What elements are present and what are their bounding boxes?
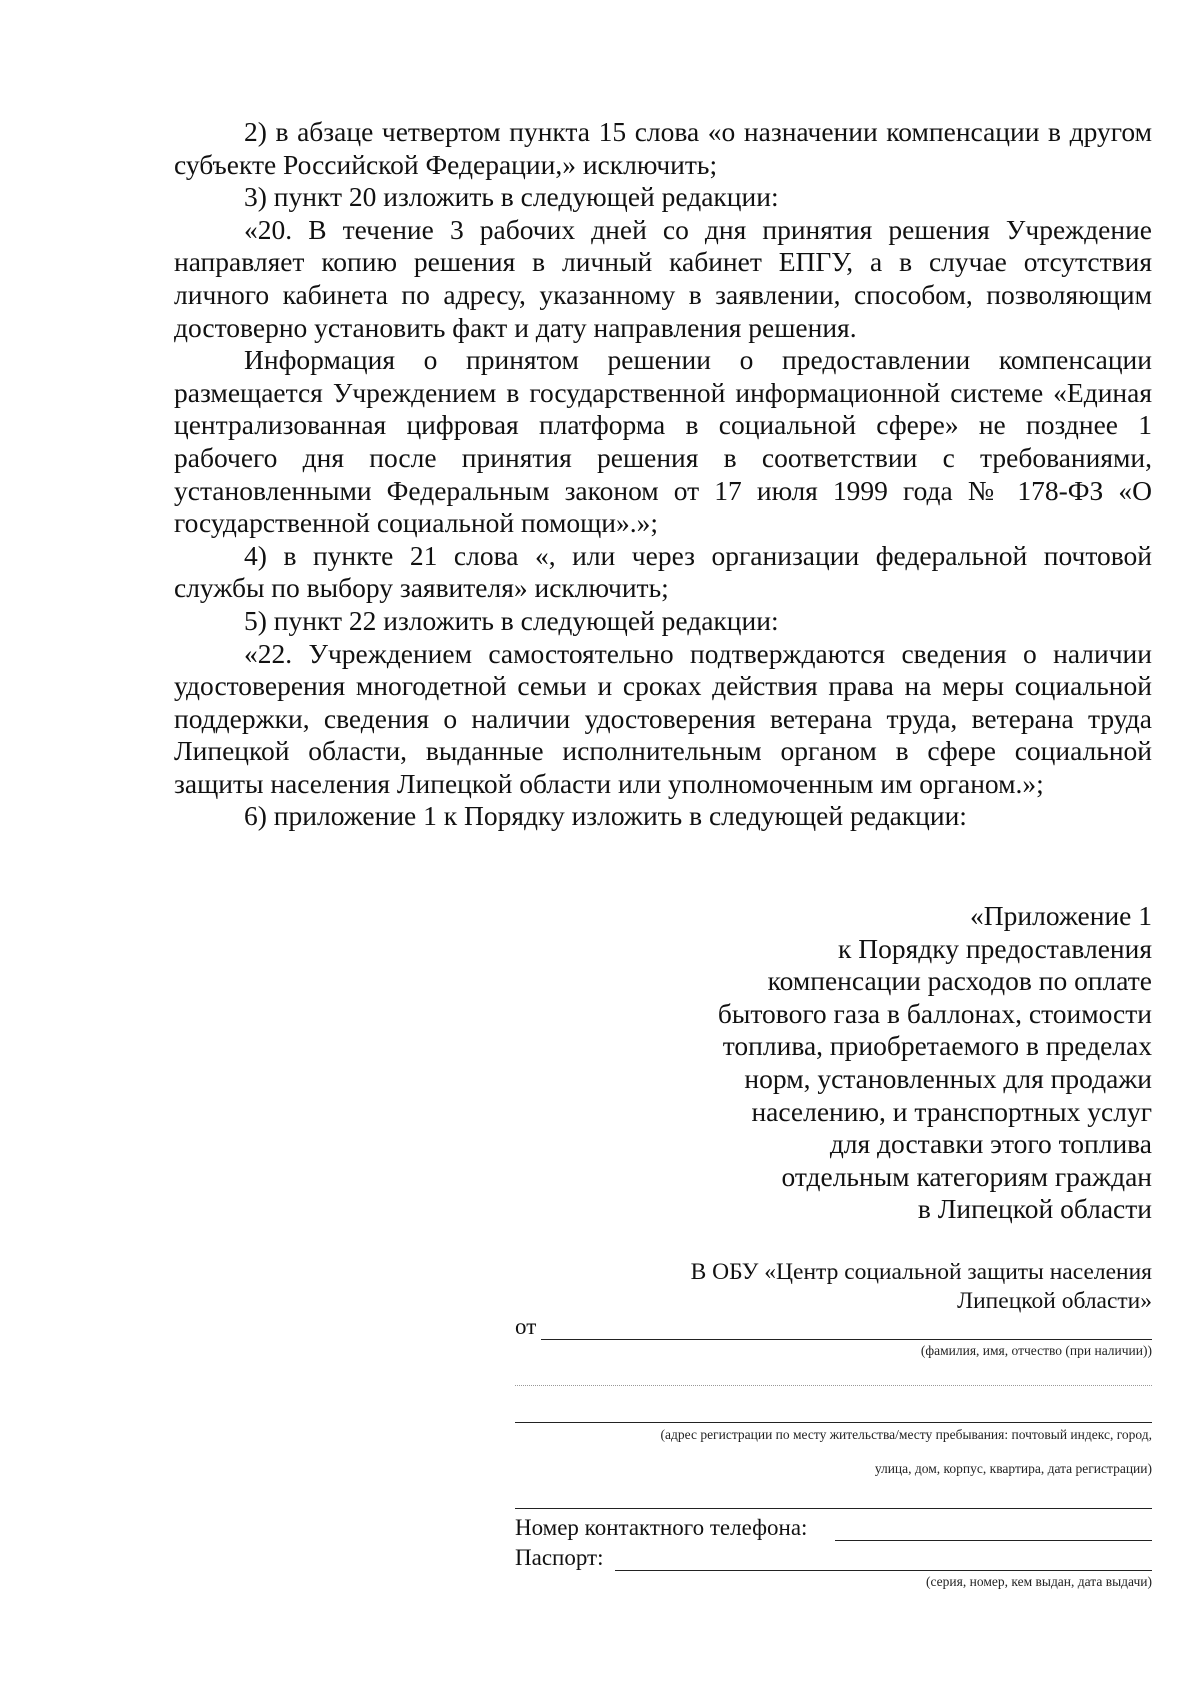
address-extra-line[interactable] — [515, 1508, 1152, 1509]
paragraph-item-6: 6) приложение 1 к Порядку изложить в следующей редакции: — [244, 800, 967, 832]
appendix-line: к Порядку предоставления — [838, 932, 1152, 964]
phone-label: Номер контактного телефона: — [515, 1515, 808, 1540]
phone-field-line[interactable] — [835, 1540, 1152, 1541]
appendix-line: бытового газа в баллонах, стоимости — [717, 997, 1152, 1029]
recipient-line-1: В ОБУ «Центр социальной защиты населения — [690, 1259, 1152, 1285]
appendix-line: в Липецкой области — [917, 1193, 1152, 1225]
appendix-line: топлива, приобретаемого в пределах — [722, 1030, 1152, 1062]
name-hint: (фамилия, имя, отчество (при наличии)) — [920, 1343, 1152, 1358]
appendix-header — [718, 900, 1152, 1226]
passport-hint: (серия, номер, кем выдан, дата выдачи) — [926, 1574, 1152, 1589]
recipient-line-2: Липецкой области» — [957, 1288, 1152, 1314]
passport-label: Паспорт: — [515, 1545, 604, 1570]
appendix-line: населению, и транспортных услуг — [751, 1095, 1152, 1127]
address-hint-1: (адрес регистрации по месту жительства/месту пребывания: почтовый индекс, город, — [660, 1427, 1152, 1442]
appendix-line: для доставки этого топлива — [829, 1128, 1152, 1160]
passport-field-line[interactable] — [615, 1570, 1152, 1571]
passport-row — [515, 1543, 1152, 1573]
applicant-form — [515, 1312, 1152, 1591]
from-row — [515, 1312, 1152, 1342]
paragraph-item-5: 5) пункт 22 изложить в следующей редакции: — [244, 604, 779, 636]
appendix-line: норм, установленных для продажи — [744, 1062, 1152, 1094]
recipient-block — [691, 1258, 1152, 1316]
paragraph-clause-22: «22. Учреждением самостоятельно подтверждаются сведения о наличии удостоверения многодетной семьи и сроках действия права на меры социальной поддержки, сведения о наличии удостоверения ветерана труда, ветерана труда Липецкой области, выданные исполнительным органом в сфере социальной защиты населения Липецкой области или уполномоченным им органом.»; — [174, 637, 1152, 799]
address-field-line[interactable] — [515, 1422, 1152, 1423]
appendix-line: отдельным категориям граждан — [781, 1160, 1152, 1192]
appendix-line: компенсации расходов по оплате — [767, 965, 1152, 997]
paragraph-clause-20-info: Информация о принятом решении о предоставлении компенсации размещается Учреждением в государственной информационной системе «Единая централизованная цифровая платформа в социальной сфере» не позднее 1 рабочего дня после принятия решения в соответствии с требованиями, установленными Федеральным законом от 17 июля 1999 года № 178-ФЗ «О государственной социальной помощи».»; — [174, 344, 1152, 539]
paragraph-item-2: 2) в абзаце четвертом пункта 15 слова «о назначении компенсации в другом субъекте Российской Федерации,» исключить; — [174, 116, 1152, 180]
paragraph-item-3: 3) пункт 20 изложить в следующей редакции: — [244, 181, 779, 213]
paragraph-clause-20: «20. В течение 3 рабочих дней со дня принятия решения Учреждение направляет копию решения в личный кабинет ЕПГУ, а в случае отсутствия личного кабинета по адресу, указанному в заявлении, способом, позволяющим достоверно установить факт и дату направления решения. — [174, 213, 1152, 343]
paragraph-item-4: 4) в пункте 21 слова «, или через организации федеральной почтовой службы по выбору заявителя» исключить; — [174, 539, 1152, 604]
extra-name-line[interactable] — [515, 1385, 1152, 1386]
address-hint-2: улица, дом, корпус, квартира, дата регистрации) — [874, 1461, 1152, 1476]
appendix-line: «Приложение 1 — [970, 900, 1152, 931]
document-body — [174, 116, 1152, 833]
phone-row — [515, 1513, 1152, 1543]
from-label: от — [515, 1314, 537, 1339]
name-field-line[interactable] — [541, 1339, 1152, 1340]
